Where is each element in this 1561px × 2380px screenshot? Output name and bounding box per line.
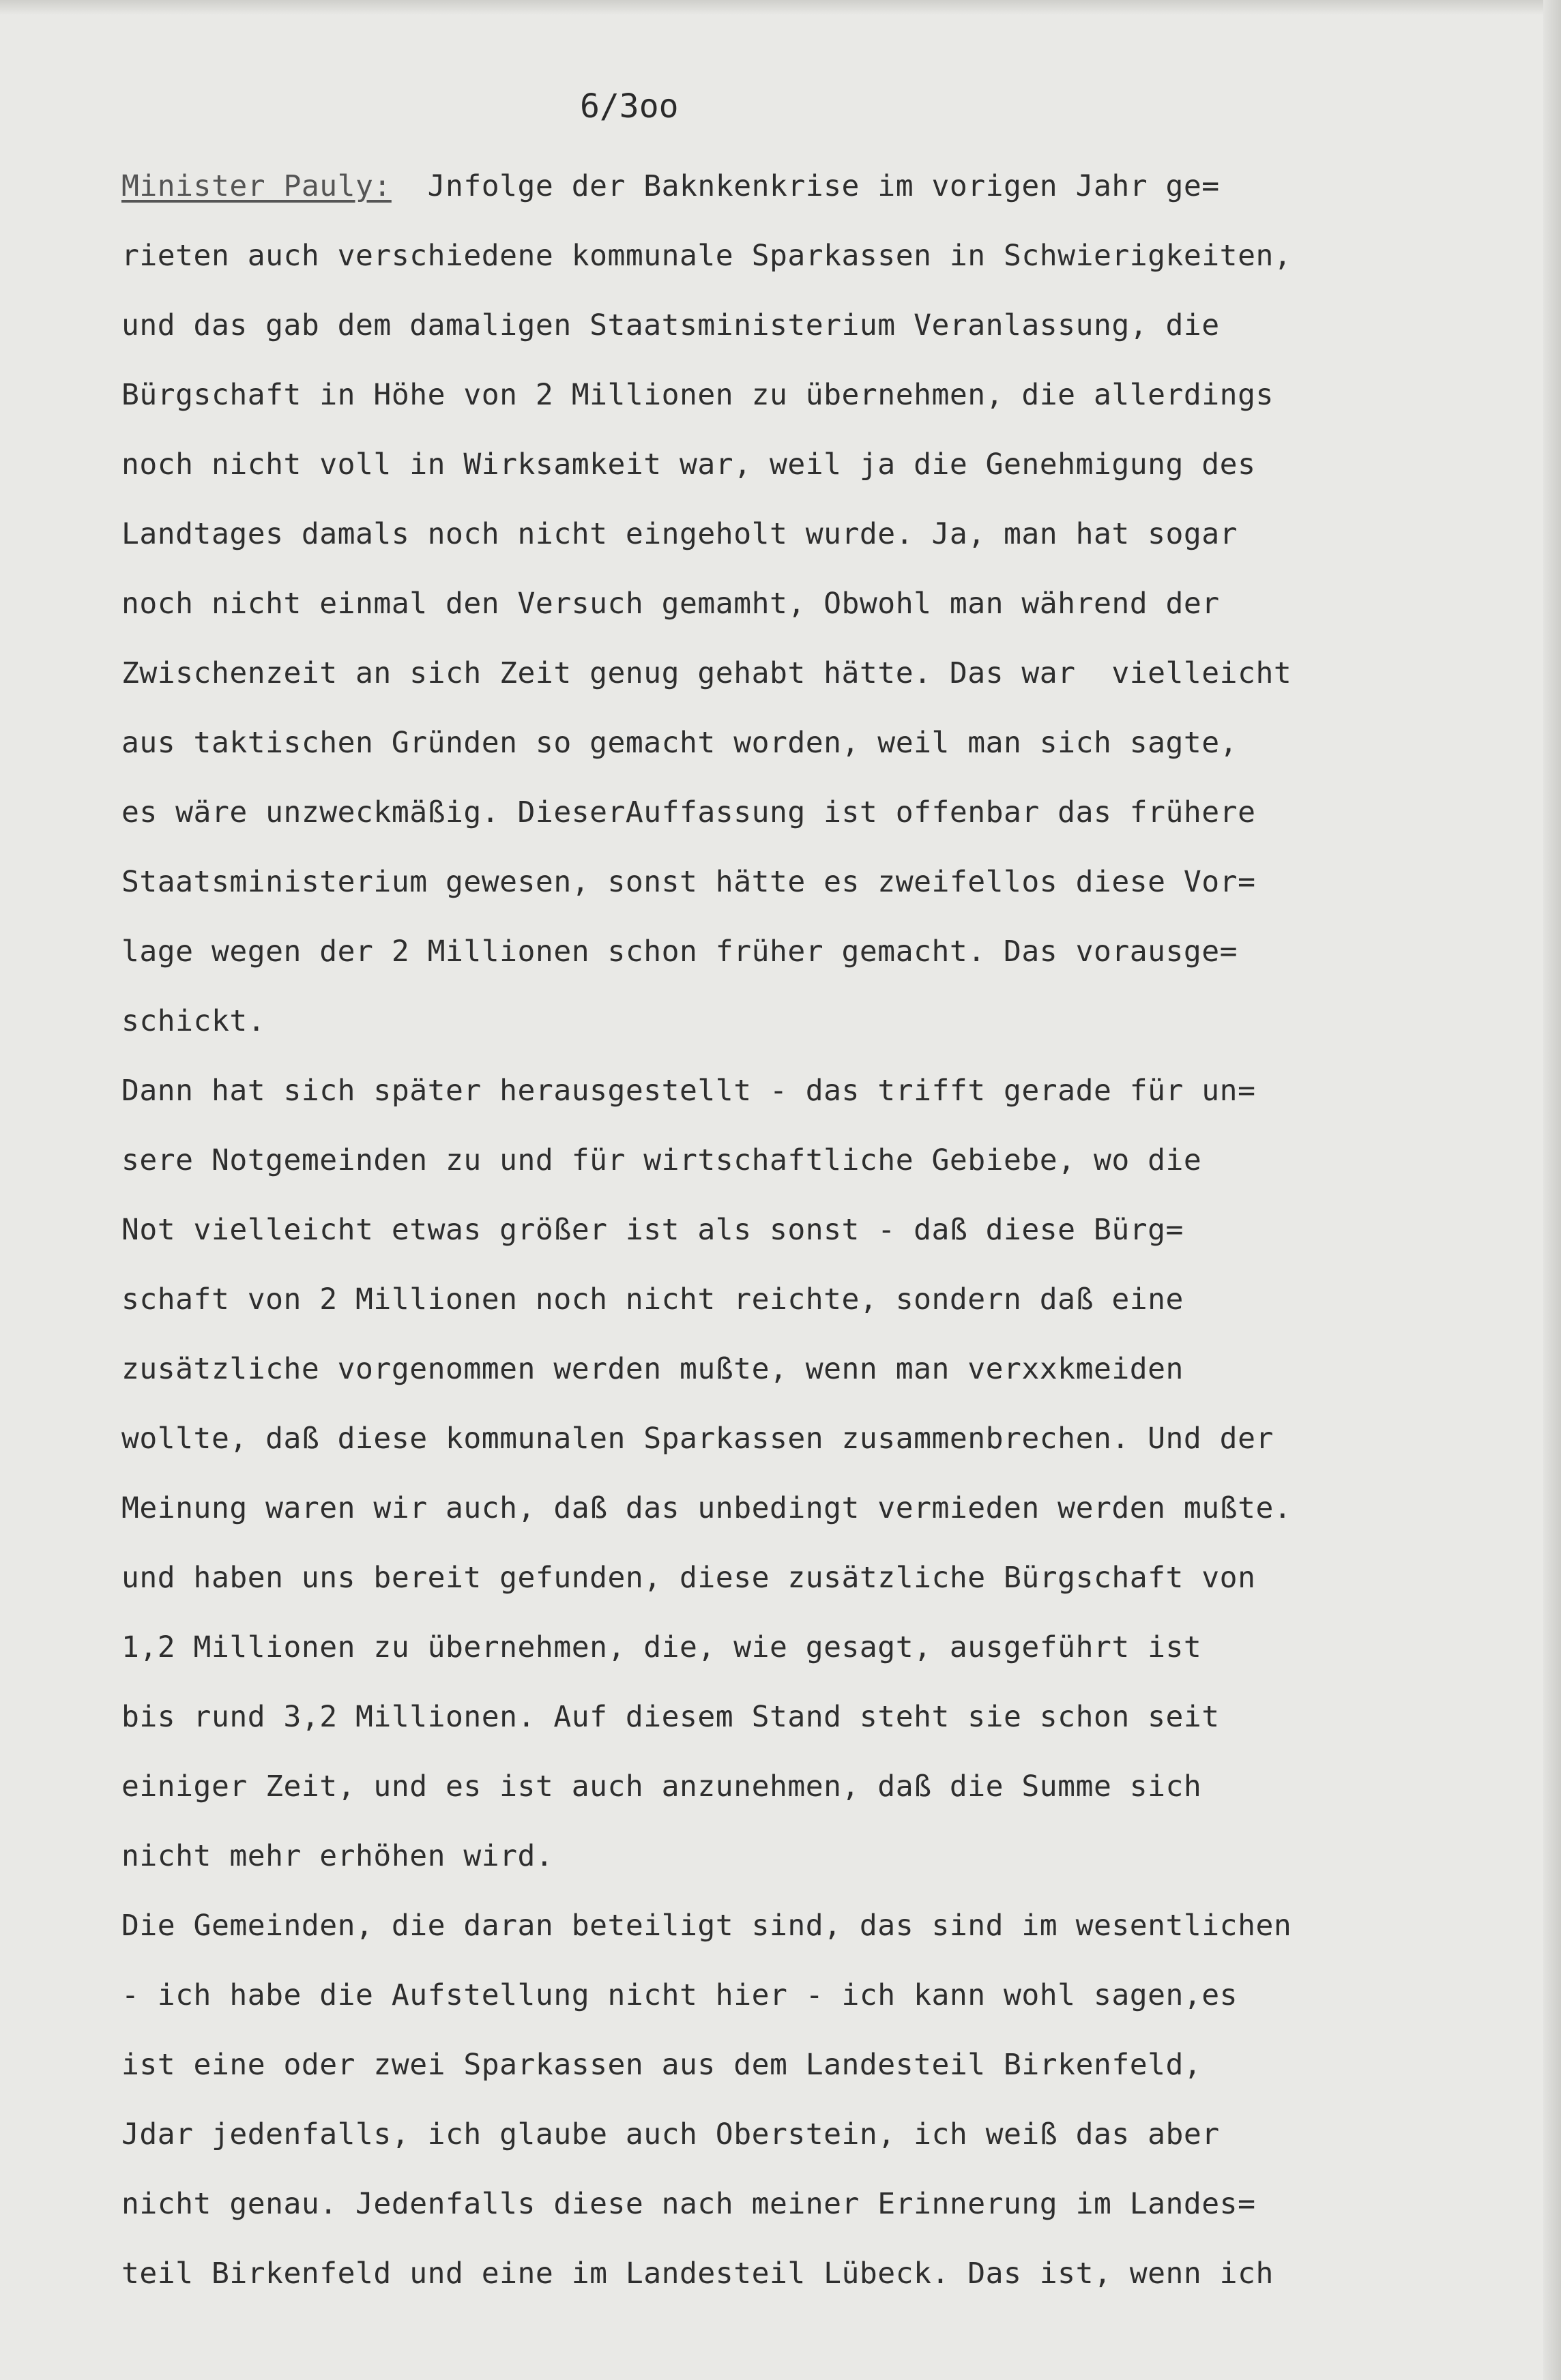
text-line: Not vielleicht etwas größer ist als sonst - daß diese Bürg= — [121, 1213, 1184, 1247]
text-line: teil Birkenfeld und eine im Landesteil Lübeck. Das ist, wenn ich — [121, 2257, 1274, 2291]
speaker-label: Minister Pauly: — [121, 169, 392, 203]
text-line — [121, 151, 1527, 221]
text-line: Landtages damals noch nicht eingeholt wurde. Ja, man hat sogar — [121, 517, 1238, 551]
page-number: 6/3oo — [580, 87, 679, 126]
text-line: und haben uns bereit gefunden, diese zusätzliche Bürgschaft von — [121, 1561, 1256, 1595]
text-line: es wäre unzweckmäßig. DieserAuffassung ist offenbar das frühere — [121, 795, 1256, 829]
text-line: schaft von 2 Millionen noch nicht reichte, sondern daß eine — [121, 1282, 1184, 1317]
text-line: zusätzliche vorgenommen werden mußte, wenn man verxxkmeiden — [121, 1352, 1184, 1386]
text-line: Meinung waren wir auch, daß das unbedingt vermieden werden mußte. — [121, 1491, 1292, 1525]
text-line: bis rund 3,2 Millionen. Auf diesem Stand steht sie schon seit — [121, 1700, 1220, 1734]
text-line: noch nicht einmal den Versuch gemamht, Obwohl man während der — [121, 587, 1220, 621]
text-line: und das gab dem damaligen Staatsministerium Veranlassung, die — [121, 308, 1220, 342]
text-line: Dann hat sich später herausgestellt - das trifft gerade für un= — [121, 1074, 1256, 1108]
page-top-fold — [0, 0, 1561, 15]
text-line: Bürgschaft in Höhe von 2 Millionen zu übernehmen, die allerdings — [121, 378, 1274, 412]
text-line: 1,2 Millionen zu übernehmen, die, wie gesagt, ausgeführt ist — [121, 1630, 1202, 1664]
text-line: Jdar jedenfalls, ich glaube auch Oberstein, ich weiß das aber — [121, 2117, 1220, 2151]
text-line: nicht genau. Jedenfalls diese nach meiner Erinnerung im Landes= — [121, 2187, 1256, 2221]
page-right-edge — [1543, 0, 1561, 2380]
text-line-rest: Jnfolge der Baknkenkrise im vorigen Jahr ge= — [391, 169, 1220, 203]
text-line: Die Gemeinden, die daran beteiligt sind, das sind im wesentlichen — [121, 1909, 1292, 1943]
text-line: Zwischenzeit an sich Zeit genug gehabt hätte. Das war vielleicht — [121, 656, 1292, 690]
text-line: nicht mehr erhöhen wird. — [121, 1839, 554, 1873]
text-line: noch nicht voll in Wirksamkeit war, weil ja die Genehmigung des — [121, 447, 1256, 482]
text-line: aus taktischen Gründen so gemacht worden, weil man sich sagte, — [121, 726, 1238, 760]
text-line: - ich habe die Aufstellung nicht hier - ich kann wohl sagen,es — [121, 1978, 1238, 2012]
text-line: sere Notgemeinden zu und für wirtschaftliche Gebiebe, wo die — [121, 1143, 1202, 1177]
text-line: Staatsministerium gewesen, sonst hätte es zweifellos diese Vor= — [121, 865, 1256, 899]
text-line: schickt. — [121, 1004, 266, 1038]
text-line: rieten auch verschiedene kommunale Sparkassen in Schwierigkeiten, — [121, 239, 1292, 273]
text-line: ist eine oder zwei Sparkassen aus dem Landesteil Birkenfeld, — [121, 2048, 1202, 2082]
text-line: einiger Zeit, und es ist auch anzunehmen, daß die Summe sich — [121, 1769, 1202, 1804]
typewritten-text — [121, 151, 1527, 2308]
text-line: wollte, daß diese kommunalen Sparkassen zusammenbrechen. Und der — [121, 1422, 1274, 1456]
text-line: lage wegen der 2 Millionen schon früher gemacht. Das vorausge= — [121, 935, 1238, 969]
